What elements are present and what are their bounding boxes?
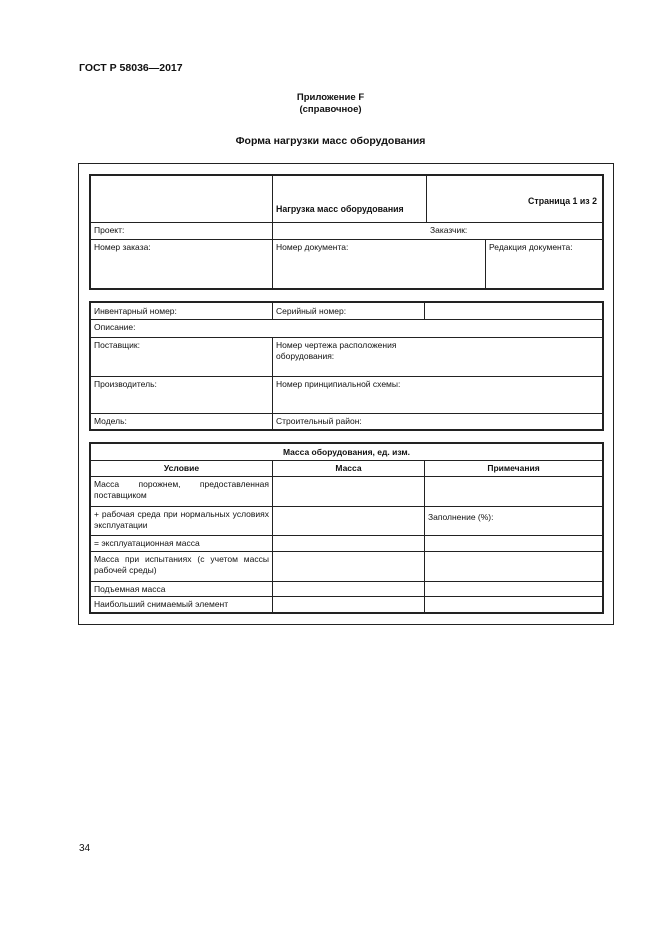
- document-number-field[interactable]: Номер документа:: [276, 242, 349, 252]
- column-header-notes: Примечания: [487, 463, 540, 473]
- manufacturer-field[interactable]: Производитель:: [94, 379, 157, 389]
- layout-drawing-field[interactable]: Номер чертежа расположения оборудования:: [276, 340, 397, 361]
- table-row-mass[interactable]: [273, 582, 424, 596]
- construction-area-field[interactable]: Строительный район:: [276, 416, 362, 426]
- table-row-notes[interactable]: [425, 582, 602, 596]
- mass-table: [89, 442, 604, 614]
- table-row-notes[interactable]: [425, 477, 602, 506]
- description-field[interactable]: Описание:: [94, 322, 136, 332]
- appendix-title: Приложение F: [296, 92, 365, 103]
- schematic-number-field[interactable]: Номер принципиальной схемы:: [276, 379, 401, 389]
- model-field[interactable]: Модель:: [94, 416, 127, 426]
- appendix-subtitle: (справочное): [299, 104, 362, 115]
- table-row-condition: Масса порожнем, предоставленная поставщиком: [94, 479, 269, 500]
- table-row-mass[interactable]: [273, 552, 424, 581]
- project-field[interactable]: Проект:: [94, 225, 125, 235]
- table-row-condition: Наибольший снимаемый элемент: [94, 599, 229, 609]
- table-row-mass[interactable]: [273, 477, 424, 506]
- form-name-cell: Нагрузка масс оборудования: [276, 204, 404, 214]
- revision-field[interactable]: Редакция документа:: [489, 242, 573, 252]
- table-row-condition: Подъемная масса: [94, 584, 166, 594]
- table-row-condition: Масса при испытаниях (с учетом массы рабочей среды): [94, 554, 269, 575]
- table-row-notes[interactable]: [425, 536, 602, 551]
- table-row-notes[interactable]: [425, 552, 602, 581]
- project-field-cont[interactable]: [273, 223, 426, 239]
- table-row-mass[interactable]: [273, 507, 424, 535]
- page-counter-cell: Страница 1 из 2: [528, 196, 597, 206]
- column-header-mass: Масса: [335, 463, 362, 473]
- serial-number-value[interactable]: [425, 304, 602, 319]
- mass-table-title: Масса оборудования, ед. изм.: [283, 447, 410, 457]
- order-number-field[interactable]: Номер заказа:: [94, 242, 151, 252]
- standard-header: ГОСТ Р 58036—2017: [79, 62, 183, 74]
- page-number: 34: [79, 843, 91, 854]
- table-row-mass[interactable]: [273, 536, 424, 551]
- fill-percent-field[interactable]: Заполнение (%):: [428, 512, 494, 522]
- appendix-heading: [0, 92, 661, 116]
- table-row-condition: + рабочая среда при нормальных условиях эксплуатации: [94, 509, 269, 530]
- inventory-number-field[interactable]: Инвентарный номер:: [94, 306, 177, 316]
- table-row-mass[interactable]: [273, 597, 424, 612]
- customer-field[interactable]: Заказчик:: [430, 225, 468, 235]
- equipment-info-block: [89, 301, 604, 431]
- supplier-field[interactable]: Поставщик:: [94, 340, 140, 350]
- serial-number-field[interactable]: Серийный номер:: [276, 306, 347, 316]
- form-title: Форма нагрузки масс оборудования: [235, 135, 426, 147]
- header-block: [89, 174, 604, 290]
- table-row-notes[interactable]: [425, 597, 602, 612]
- table-row-condition: = эксплуатационная масса: [94, 538, 200, 548]
- column-header-condition: Условие: [163, 463, 200, 473]
